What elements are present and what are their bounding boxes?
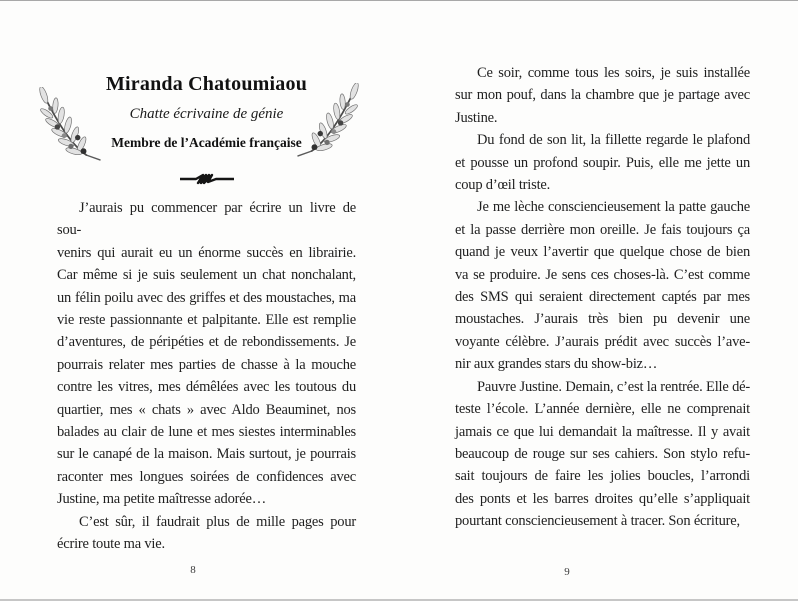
section-divider: [57, 172, 356, 191]
text-line: Pauvre Justine. Demain, c’est la rentrée. Elle dé-: [477, 378, 750, 395]
text-line: un félin poilu avec des griffes et des moustaches, ma: [57, 289, 356, 306]
paragraph: [455, 62, 750, 129]
olive-branch-icon: [36, 87, 102, 163]
text-line: balades au clair de lune et mes siestes interminables: [57, 424, 356, 441]
text-line: sur mon pouf, dans la chambre que je partage avec: [455, 87, 750, 104]
text-line: C’est sûr, il faudrait plus de mille pages pour: [79, 513, 356, 530]
text-line: Ce soir, comme tous les soirs, je suis installée: [477, 65, 750, 81]
paragraph: [455, 129, 750, 196]
text-line: J’aurais pu commencer par écrire un livre de sou-: [57, 200, 356, 239]
text-line: vie reste passionnante et palpitante. Elle est remplie: [57, 312, 356, 329]
page-number-left: 8: [190, 564, 196, 576]
text-line: écrire toute ma vie.: [57, 536, 165, 553]
paragraph: [57, 511, 356, 556]
text-line: Justine, ma petite maîtresse adorée…: [57, 491, 267, 508]
page-number-right: 9: [564, 566, 570, 578]
text-line: voyante célèbre. J’aurais prédit avec succès l’ave-: [455, 333, 750, 350]
text-line: va se produire. Je sens ces choses-là. C’est comme: [455, 266, 750, 283]
text-line: teste l’école. L’année dernière, elle ne comprenait: [455, 401, 750, 418]
text-line: et la passe derrière mon oreille. Je fais toujours ça: [455, 221, 750, 238]
text-line: d’aventures, de péripéties et de rebondissements. Je: [57, 334, 356, 351]
text-line: et pousse un profond soupir. Puis, elle me jette un: [455, 154, 750, 171]
chapter-author-subtitle: Chatte écrivaine de génie: [129, 106, 284, 122]
text-line: beaucoup de rouge sur ses cahiers. Son stylo refu-: [455, 445, 750, 462]
paragraph: [57, 197, 356, 511]
text-line: sait toujours de faire les jolies boucles, l’arrondi: [455, 468, 750, 485]
text-line: Je me lèche consciencieusement la patte gauche: [477, 199, 750, 216]
left-page-body: [57, 197, 356, 556]
twisted-rope-divider-icon: [180, 172, 234, 186]
text-line: moustaches. J’aurais très bien pu devenir une: [455, 311, 750, 328]
text-line: nir aux grandes stars du show-biz…: [455, 356, 658, 373]
text-line: pourrais relater mes parties de chasse à la mouche: [57, 356, 356, 373]
text-line: des SMS qui seraient directement captés par mes: [455, 289, 750, 306]
screen-edge-top: [0, 0, 798, 1]
text-line: pourtant consciencieusement à tracer. Son écriture,: [455, 513, 740, 530]
text-line: raconter mes longues soirées de confidences avec: [57, 468, 356, 485]
text-line: des ponts et les barres droites qu’elle s’appliquait: [455, 490, 750, 507]
text-line: quartier, mes « chats » avec Aldo Beauminet, nos: [57, 401, 356, 418]
text-line: Car même si je suis seulement un chat nonchalant,: [57, 267, 356, 284]
text-line: contre les vitres, mes démêlées avec les toutous du: [57, 379, 356, 396]
paragraph: [455, 196, 750, 375]
right-page-body: [455, 62, 750, 533]
chapter-author-title: Miranda Chatoumiaou: [105, 73, 308, 95]
text-line: Justine.: [455, 109, 498, 126]
text-line: coup d’œil triste.: [455, 177, 551, 194]
text-line: sur le canapé de la maison. Mais surtout, je pourrais: [57, 446, 356, 463]
text-line: venirs qui aurait eu un énorme succès en librairie.: [57, 244, 356, 261]
text-line: quand je veux l’avertir que quelque chose de bien: [455, 244, 750, 261]
text-line: Du fond de son lit, la fillette regarde le plafond: [477, 132, 750, 149]
paragraph: [455, 376, 750, 533]
text-line: jamais ce que lui demandait la maîtresse. Il y avait: [455, 423, 750, 440]
chapter-author-affiliation: Membre de l’Académie française: [111, 135, 302, 150]
